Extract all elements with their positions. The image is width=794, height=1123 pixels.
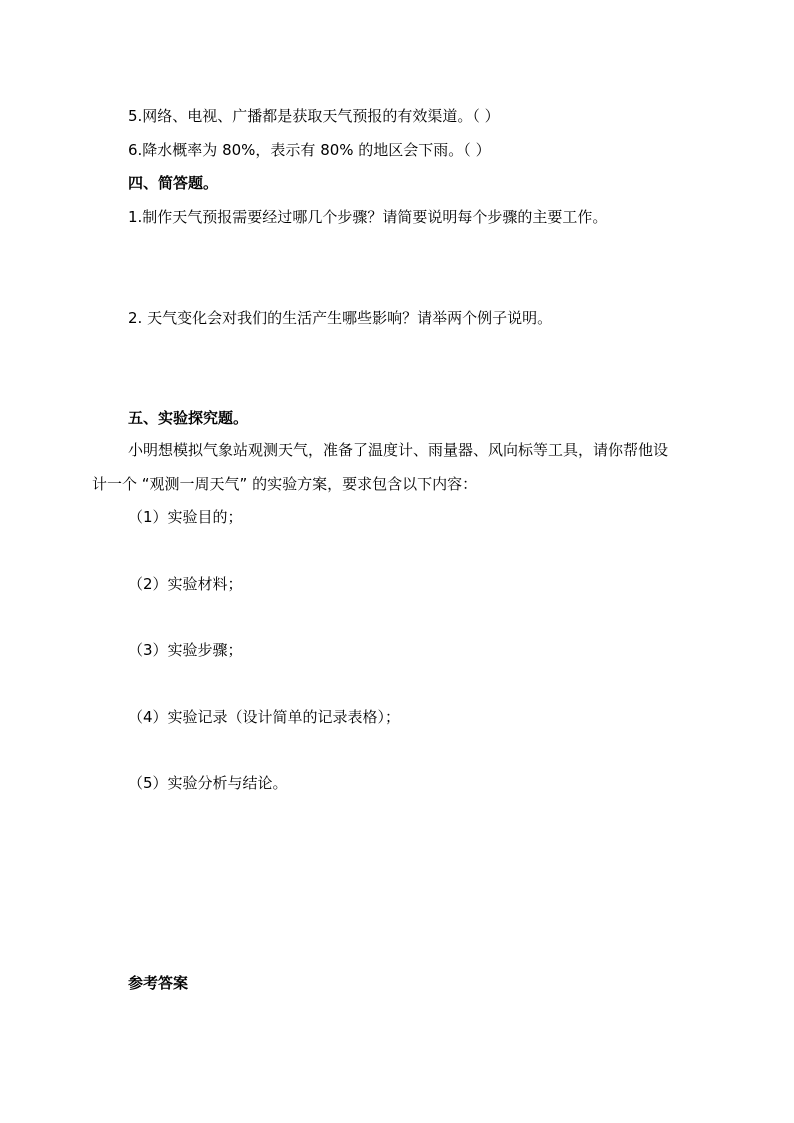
question-6: 6.降水概率为 80%，表示有 80% 的地区会下雨。（ ）	[128, 141, 491, 159]
experiment-intro-line-2: 计一个 “观测一周天气” 的实验方案，要求包含以下内容：	[92, 475, 478, 493]
short-answer-question-2: 2. 天气变化会对我们的生活产生哪些影响？请举两个例子说明。	[128, 309, 553, 327]
experiment-item-steps: （3）实验步骤；	[128, 641, 243, 659]
experiment-item-analysis: （5）实验分析与结论。	[128, 774, 288, 792]
experiment-item-materials: （2）实验材料；	[128, 575, 243, 593]
section-heading-experiment: 五、实验探究题。	[128, 409, 249, 427]
experiment-intro-line-1: 小明想模拟气象站观测天气，准备了温度计、雨量器、风向标等工具，请你帮他设	[128, 441, 669, 459]
experiment-item-purpose: （1）实验目的；	[128, 508, 243, 526]
section-heading-short-answer: 四、简答题。	[128, 174, 219, 192]
experiment-item-record: （4）实验记录（设计简单的记录表格）；	[128, 708, 401, 726]
short-answer-question-1: 1.制作天气预报需要经过哪几个步骤？请简要说明每个步骤的主要工作。	[128, 208, 608, 226]
answer-key-heading: 参考答案	[128, 974, 189, 992]
question-5: 5.网络、电视、广播都是获取天气预报的有效渠道。（ ）	[128, 107, 500, 125]
